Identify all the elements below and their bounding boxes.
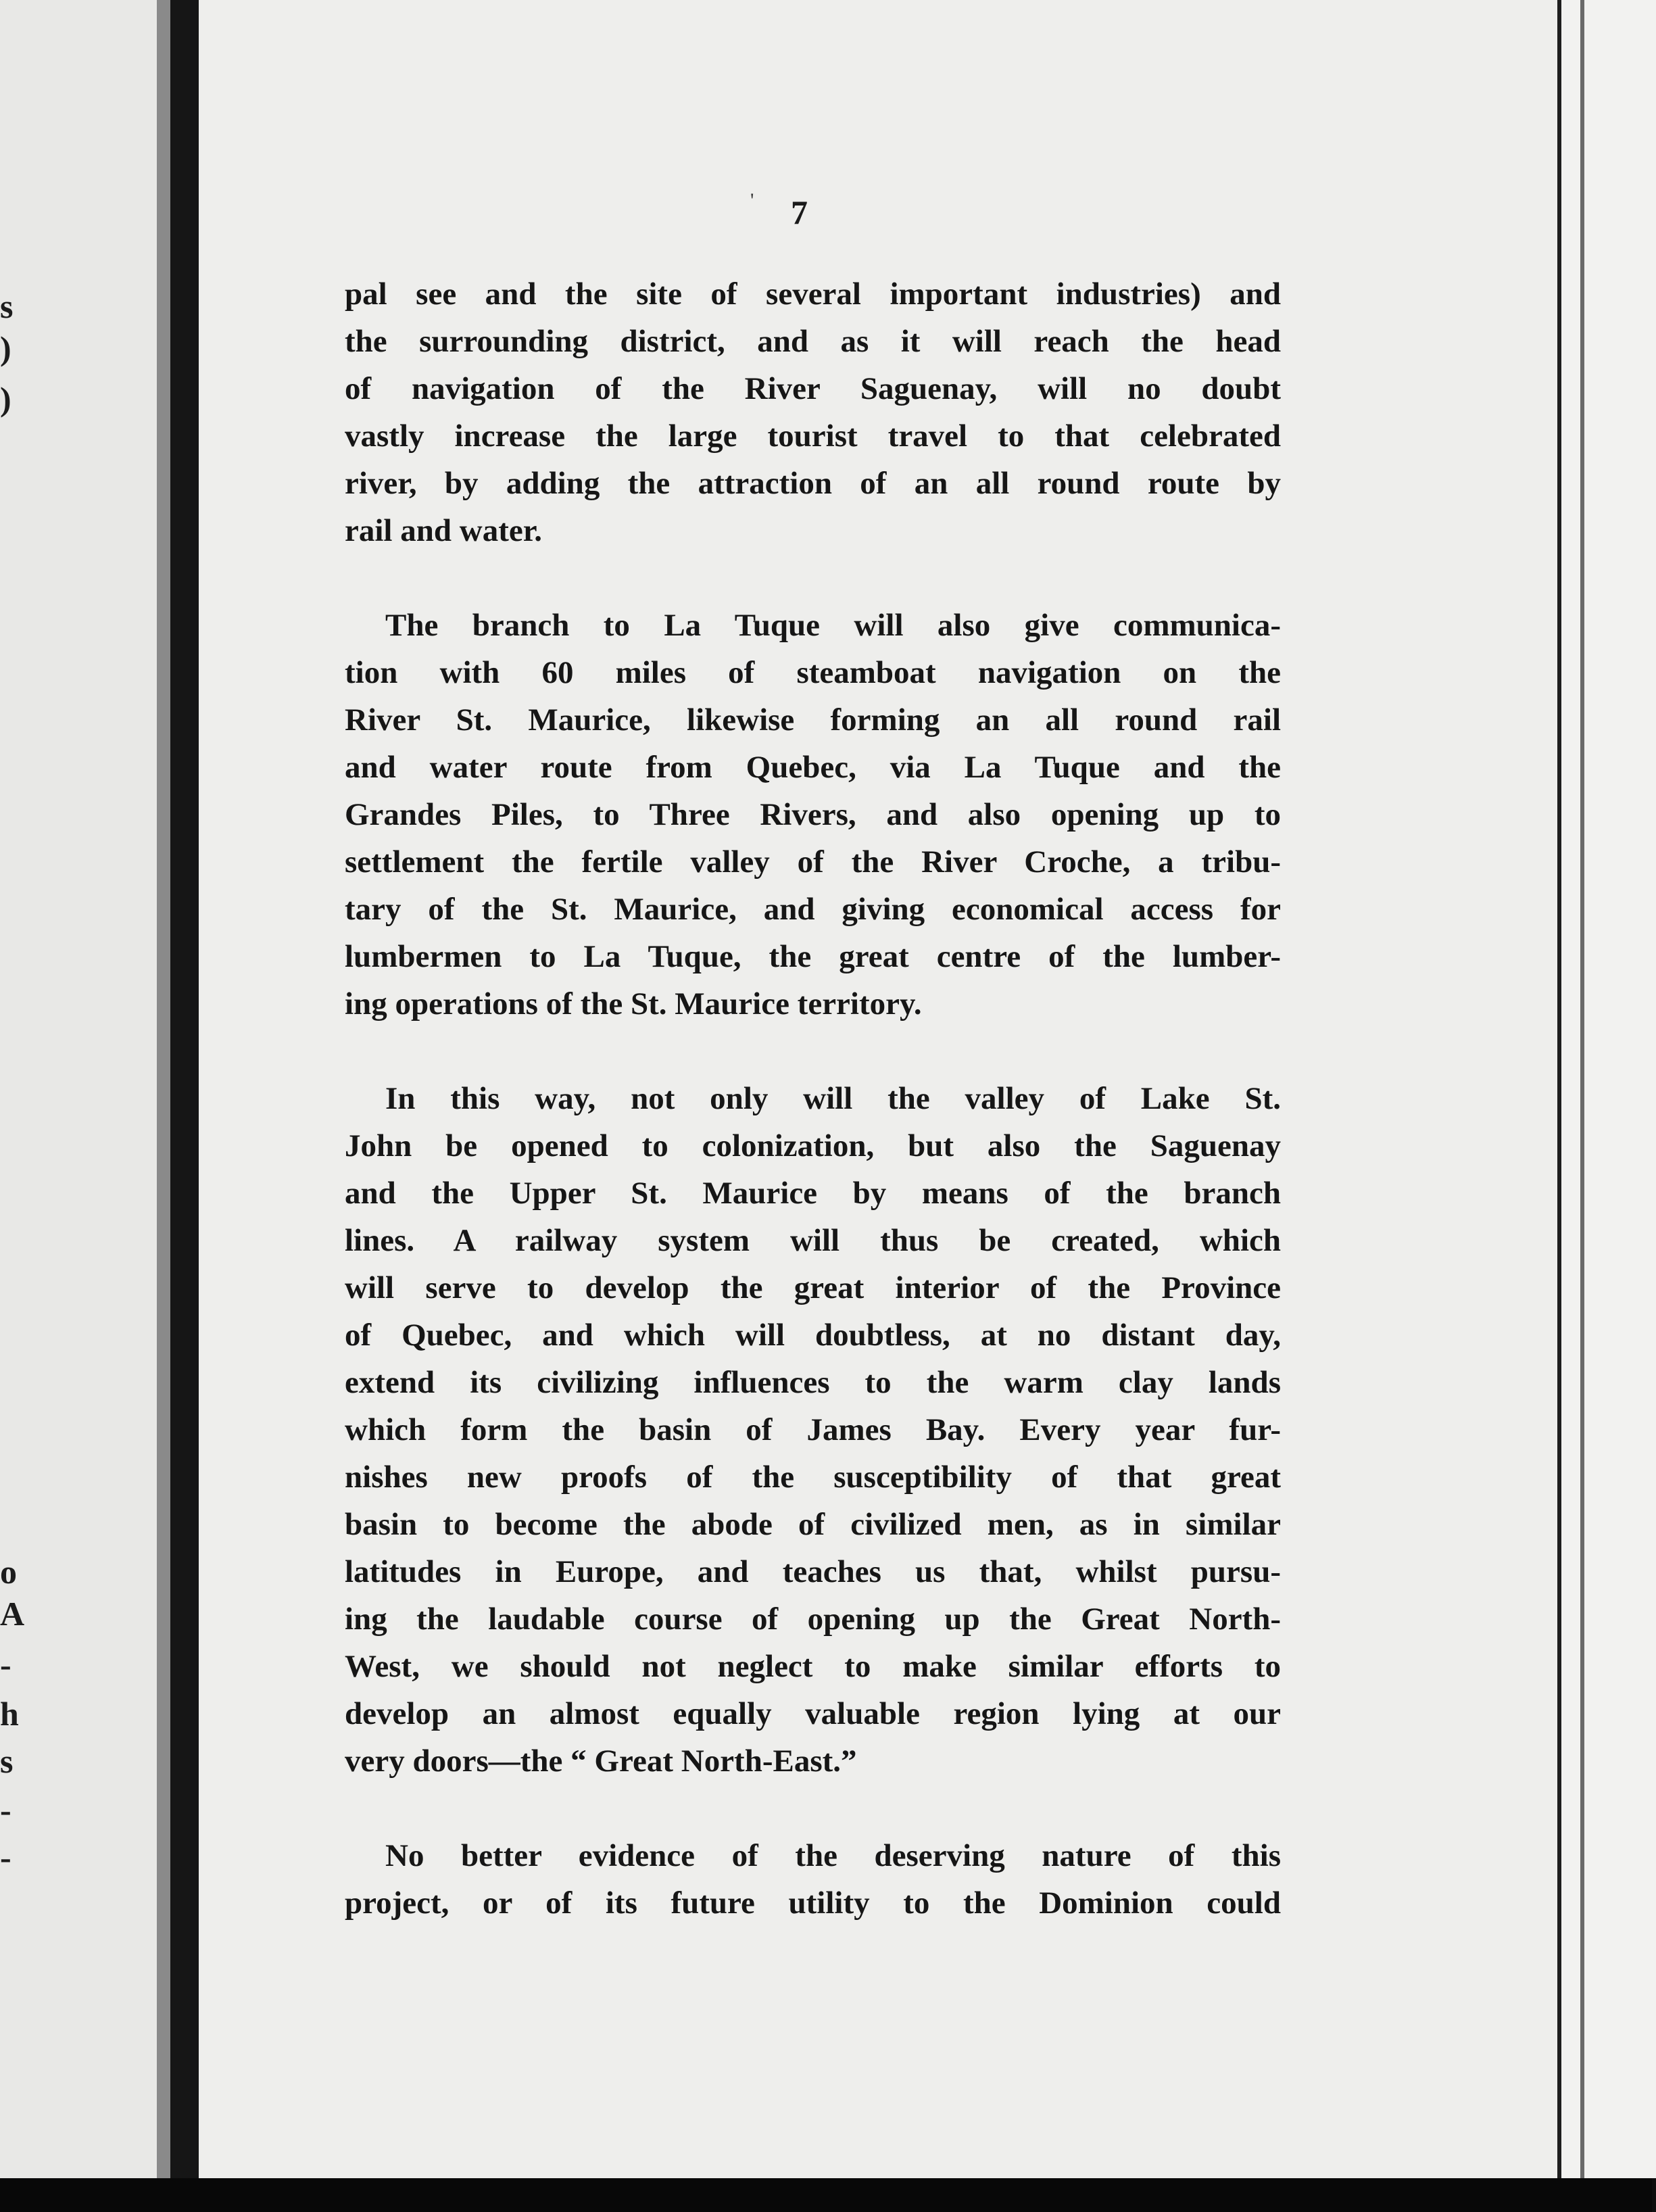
text-line: John be opened to colonization, but also the Saguenay xyxy=(345,1128,1281,1163)
text-line: ing operations of the St. Maurice territory. xyxy=(345,986,922,1021)
text-line: vastly increase the large tourist travel to that celebrated xyxy=(345,418,1281,454)
text-line: the surrounding district, and as it will reach the head xyxy=(345,324,1281,359)
text-line: West, we should not neglect to make similar efforts to xyxy=(345,1649,1281,1684)
text-line: settlement the fertile valley of the River Croche, a tribu- xyxy=(345,844,1281,880)
text-line: will serve to develop the great interior of the Province xyxy=(345,1270,1281,1305)
text-line: pal see and the site of several important industries) and xyxy=(345,276,1281,312)
text-line: which form the basin of James Bay. Every year fur- xyxy=(345,1412,1281,1447)
paragraph xyxy=(345,1075,1281,1785)
prev-page-fragment: - xyxy=(0,1838,11,1876)
text-line: lines. A railway system will thus be created, which xyxy=(345,1223,1281,1258)
text-line: No better evidence of the deserving nature of this xyxy=(385,1838,1281,1873)
text-line: lumbermen to La Tuque, the great centre of the lumber- xyxy=(345,939,1281,974)
prev-page-fragment: h xyxy=(0,1695,19,1733)
previous-page-edge xyxy=(0,0,170,2178)
text-line: of navigation of the River Saguenay, will no doubt xyxy=(345,371,1281,406)
paragraph xyxy=(345,1832,1281,1927)
page-edge-line xyxy=(1580,0,1584,2178)
text-line: tion with 60 miles of steamboat navigation on the xyxy=(345,655,1281,690)
text-line: and the Upper St. Maurice by means of the branch xyxy=(345,1176,1281,1211)
page-number: 7 xyxy=(791,193,808,231)
text-line: and water route from Quebec, via La Tuque and the xyxy=(345,750,1281,785)
prev-page-fragment: - xyxy=(0,1645,11,1683)
paragraph xyxy=(345,602,1281,1028)
text-line: The branch to La Tuque will also give communica- xyxy=(385,608,1281,643)
body-text xyxy=(345,270,1281,1927)
text-line: project, or of its future utility to the Dominion could xyxy=(345,1885,1281,1921)
text-line: nishes new proofs of the susceptibility of that great xyxy=(345,1460,1281,1495)
prev-page-fragment: A xyxy=(0,1595,25,1633)
scan-bottom-border xyxy=(0,2178,1652,2212)
text-line: of Quebec, and which will doubtless, at no distant day, xyxy=(345,1318,1281,1353)
paragraph xyxy=(345,270,1281,554)
text-line: Grandes Piles, to Three Rivers, and also opening up to xyxy=(345,797,1281,832)
prev-page-fragment: s xyxy=(0,1742,14,1780)
text-line: ing the laudable course of opening up the Great North- xyxy=(345,1602,1281,1637)
text-line: develop an almost equally valuable region lying at our xyxy=(345,1696,1281,1731)
text-line: extend its civilizing influences to the warm clay lands xyxy=(345,1365,1281,1400)
text-line: River St. Maurice, likewise forming an all round rail xyxy=(345,702,1281,738)
prev-page-fragment: ) xyxy=(0,380,11,418)
text-line: tary of the St. Maurice, and giving economical access for xyxy=(345,892,1281,927)
gutter-shadow xyxy=(157,0,170,2178)
prev-page-fragment: s xyxy=(0,287,14,325)
next-page-edge xyxy=(1557,0,1656,2178)
text-line: river, by adding the attraction of an all round route by xyxy=(345,466,1281,501)
prev-page-fragment: ) xyxy=(0,329,11,367)
text-line: In this way, not only will the valley of Lake St. xyxy=(385,1081,1281,1116)
book-gutter xyxy=(170,0,199,2178)
text-line: latitudes in Europe, and teaches us that, whilst pursu- xyxy=(345,1554,1281,1589)
text-line: rail and water. xyxy=(345,513,543,548)
margin-mark: ' xyxy=(750,189,754,212)
prev-page-fragment: - xyxy=(0,1791,11,1829)
text-line: basin to become the abode of civilized men, as in similar xyxy=(345,1507,1281,1542)
prev-page-fragment: o xyxy=(0,1553,17,1591)
text-line: very doors—the “ Great North-East.” xyxy=(345,1744,857,1779)
